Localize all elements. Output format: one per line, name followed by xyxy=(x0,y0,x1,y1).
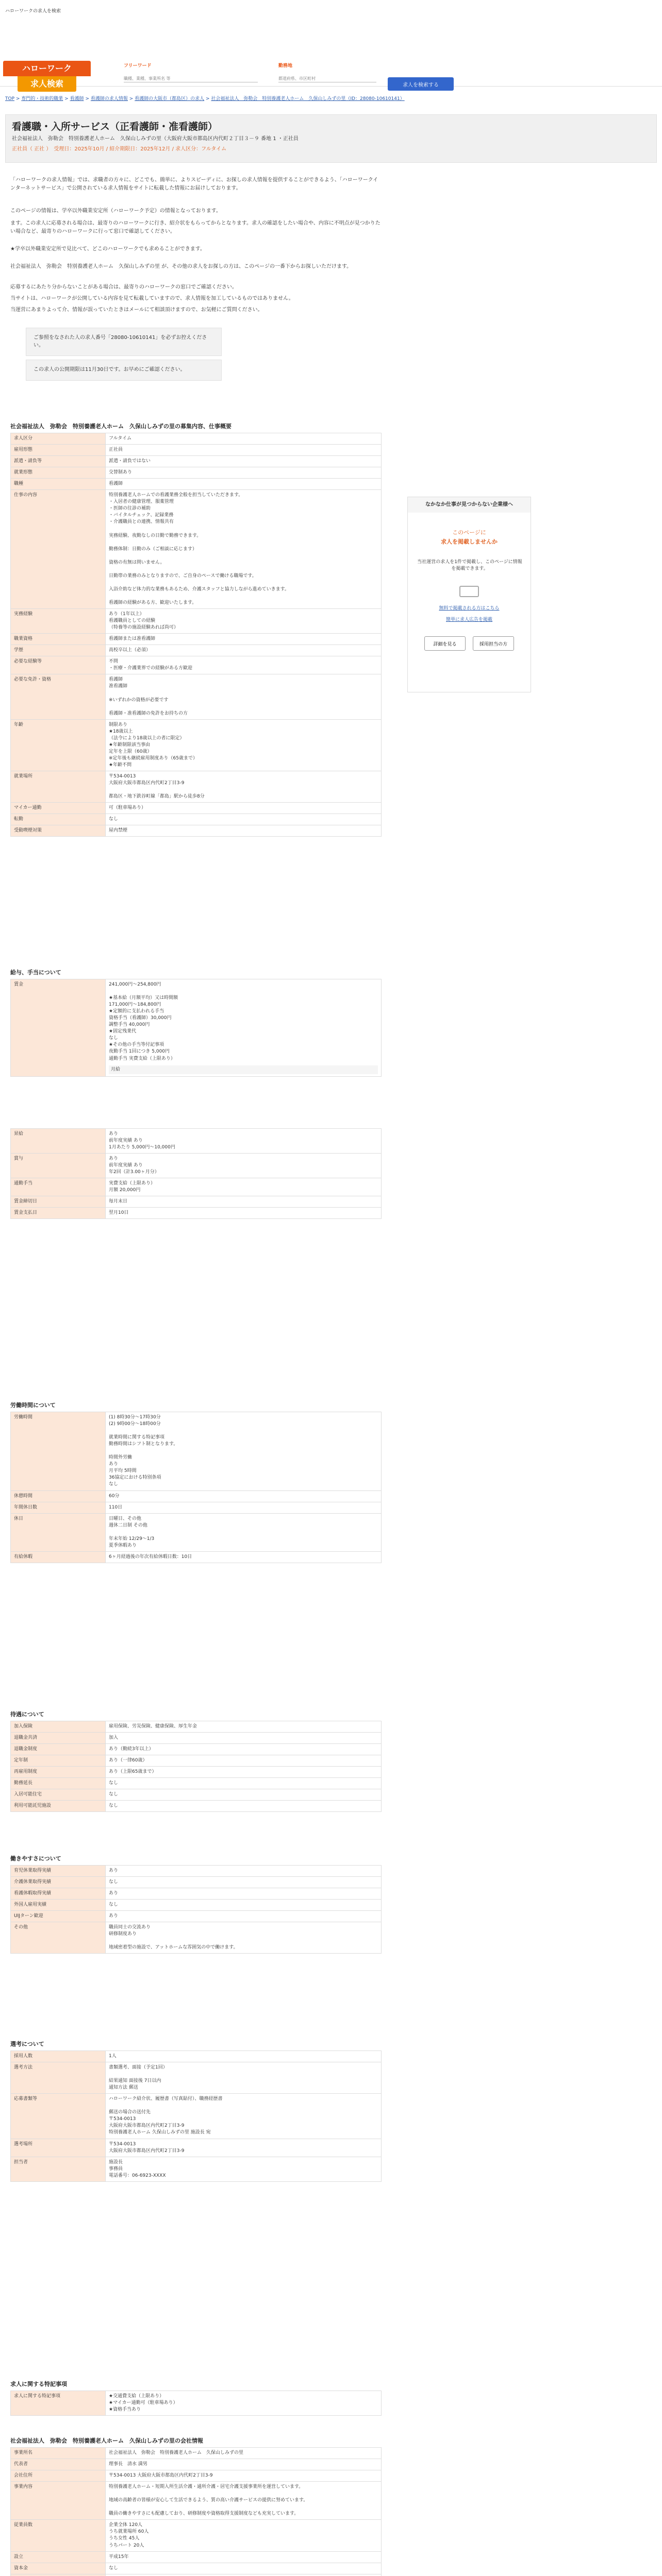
notice-deadline: この求人の公開期限は11月30日です。お早めにご確認ください。 xyxy=(26,360,222,381)
row-value: 屋内禁煙 xyxy=(106,825,382,837)
table-row xyxy=(11,814,382,825)
intro-paragraph-8: 当運営にあまりよって介、情報が誤っていたときはメールにて相談頂けますので、お気軽にご質問ください。 xyxy=(10,307,263,313)
sidebar-link-2[interactable]: 簡単に求人広告を掲載 xyxy=(445,617,492,622)
table-row xyxy=(11,456,382,467)
section-title-selection: 選考について xyxy=(10,2041,44,2047)
row-value: なし xyxy=(106,1900,382,1911)
location-input[interactable] xyxy=(278,75,376,82)
table-row xyxy=(11,1178,382,1196)
workstyle-table xyxy=(10,1865,382,1954)
row-label: 休日 xyxy=(11,1513,106,1551)
table-row xyxy=(11,645,382,656)
row-value: なし xyxy=(106,1778,382,1789)
section-title-hours: 労働時間について xyxy=(10,1402,56,1409)
table-row xyxy=(11,2391,382,2416)
topbar xyxy=(0,0,662,18)
table-row xyxy=(11,1502,382,1513)
row-value: なし xyxy=(106,1801,382,1812)
table-row xyxy=(11,719,382,771)
row-value: 高校卒以上（必須） xyxy=(106,645,382,656)
row-value: 1人 xyxy=(106,2051,382,2062)
table-row xyxy=(11,1922,382,1954)
row-value: 書類選考、面接（予定1回） 結果通知 面接後 7日以内 通知方法 郵送 xyxy=(106,2062,382,2094)
sidebar-description: 当社運営の求人を1件で掲載し、このページに情報を掲載できます。 xyxy=(417,560,522,572)
row-value xyxy=(106,979,382,1077)
table-row xyxy=(11,1129,382,1154)
row-value: 雇用保険、労災保険、健康保険、厚生年金 xyxy=(106,1721,382,1733)
table-row xyxy=(11,1888,382,1900)
row-label: 休憩時間 xyxy=(11,1490,106,1502)
row-label: 職業資格 xyxy=(11,634,106,645)
job-title: 看護職・入所サービス（正看護師・准看護師） xyxy=(12,121,218,132)
row-value: 翌月10日 xyxy=(106,1208,382,1219)
table-row xyxy=(11,1911,382,1922)
intro-paragraph-5: 社会福祉法人 弥勒会 特別養護老人ホーム 久保山しみずの里 が、その他の求人をお探しの方は、このページの一番下からお探しいただけます。 xyxy=(10,264,352,269)
sidebar-heading: なかなか仕事が見つからない企業様へ xyxy=(408,497,531,513)
row-value: 正社員 xyxy=(106,445,382,456)
row-value: 特別養護老人ホーム・短期入所生活介護・通所介護・居宅介護支援事業所を運営しています。 地域の高齢者の皆様が安心して生活できるよう、質の高い介護サービスの提供に努めています。 職員の働きやすさにも配慮しており、研修制度や資格取得支援制度なども充実しています。 xyxy=(106,2482,382,2520)
row-value: 看護師 xyxy=(106,479,382,490)
section-title-notes: 求人に関する特記事項 xyxy=(10,2381,67,2387)
table-row xyxy=(11,2094,382,2139)
breadcrumb-item[interactable]: 看護師の求人情報 xyxy=(90,96,128,101)
table-row xyxy=(11,2574,382,2576)
table-row xyxy=(11,1877,382,1888)
table-row xyxy=(11,479,382,490)
row-value: 〒534-0013 大阪府大阪市都島区内代町2丁目3-9 xyxy=(106,2139,382,2157)
row-value: 職員同士の交流あり 研修制度あり 地域密着型の施設で、アットホームな雰囲気の中で働けます。 xyxy=(106,1922,382,1954)
table-row xyxy=(11,674,382,719)
row-label: 受動喫煙対策 xyxy=(11,825,106,837)
intro-paragraph-2: このページの情報は、学卒以外職業安定所（ハローワーク予定）の情報となっております。 xyxy=(10,208,221,214)
mail-icon xyxy=(459,586,479,597)
breadcrumb-item[interactable]: 看護師 xyxy=(70,96,84,101)
row-value: 可（駐車場あり） xyxy=(106,803,382,814)
table-row xyxy=(11,771,382,802)
notes-table xyxy=(10,2391,382,2416)
row-value: あり（勤続3年以上） xyxy=(106,1744,382,1755)
breadcrumb: TOP > 専門的・技術的職業 > 看護師 > 看護師の求人情報 > 看護師の大阪市（都島区）の求人 > 社会福祉法人 弥勒会 特別養護老人ホーム 久保山しみずの里（ID：28080-10610141） xyxy=(5,96,405,101)
intro-paragraph-4: ★学卒以外職業安定所で見比べて、どこのハローワークでも求めることができます。 xyxy=(10,246,205,252)
row-value: フルタイム xyxy=(106,433,382,445)
section-title-overview: 社会福祉法人 弥勒会 特別養護老人ホーム 久保山しみずの里の募集内容、仕事概要 xyxy=(10,423,231,430)
row-value: 実費支給（上限あり） 月額 20,000円 xyxy=(106,1178,382,1196)
row-label: マイカー通勤 xyxy=(11,803,106,814)
row-label: 実務経験 xyxy=(11,609,106,634)
row-label: 応募書類等 xyxy=(11,2094,106,2139)
intro-paragraph-1: 「ハローワークの求人情報」では、求職者の方々に、どこでも、簡単に、よりスピーディに、お探しの求人情報を提供することができるよう、「ハローワークインターネットサービス」で公開されている求人情報をサイトに転載した情報にお届けしております。 xyxy=(10,177,378,191)
table-row xyxy=(11,433,382,445)
row-label: 会社住所 xyxy=(11,2470,106,2482)
row-label: 退職金共済 xyxy=(11,1733,106,1744)
table-row xyxy=(11,1767,382,1778)
row-value: 施設長 事務員 電話番号：06-6923-XXXX xyxy=(106,2157,382,2181)
row-value: 派遣・請負ではない xyxy=(106,456,382,467)
section-title-benefits: 待遇について xyxy=(10,1711,44,1718)
search-button[interactable]: 求人を検索する xyxy=(388,77,454,91)
row-value: 理事長 清水 満男 xyxy=(106,2459,382,2470)
hours-table xyxy=(10,1412,382,1563)
table-row xyxy=(11,2051,382,2062)
table-row xyxy=(11,1801,382,1812)
table-row xyxy=(11,1490,382,1502)
intro-paragraph-7: 当サイトは、ハローワークが公開している内容を見て転載していますので、求人情報を加工しているものではありません。 xyxy=(10,296,294,301)
row-label: 定年制 xyxy=(11,1755,106,1767)
table-row xyxy=(11,2157,382,2181)
breadcrumb-item[interactable]: 看護師の大阪市（都島区）の求人 xyxy=(135,96,205,101)
row-label: 求人に関する特記事項 xyxy=(11,2391,106,2416)
row-value: なし xyxy=(106,1789,382,1801)
row-value: 6ヶ月経過後の年次有給休暇日数：10日 xyxy=(106,1551,382,1563)
sidebar-ad xyxy=(407,497,531,692)
table-row xyxy=(11,2551,382,2563)
row-label: 設立 xyxy=(11,2551,106,2563)
table-row xyxy=(11,1755,382,1767)
table-row xyxy=(11,467,382,479)
logo-line-1: ハローワーク xyxy=(3,61,91,76)
row-label: 学歴 xyxy=(11,645,106,656)
table-row xyxy=(11,609,382,634)
row-label: 入居可能住宅 xyxy=(11,1789,106,1801)
row-label: 勤務延長 xyxy=(11,1778,106,1789)
row-label xyxy=(11,2574,106,2576)
row-label: 再雇用制度 xyxy=(11,1767,106,1778)
table-row xyxy=(11,1900,382,1911)
breadcrumb-item[interactable]: 専門的・技術的職業 xyxy=(21,96,63,101)
row-label: 求人区分 xyxy=(11,433,106,445)
row-label: 採用人数 xyxy=(11,2051,106,2062)
table-row xyxy=(11,1778,382,1789)
intro-paragraph-6: 応募するにあたり分からないことがある場合は、最寄りのハローワークの窓口でご確認ください。 xyxy=(10,284,237,290)
row-label: 外国人雇用実績 xyxy=(11,1900,106,1911)
pay-table xyxy=(10,979,382,1077)
row-value: あり（上限65歳まで） xyxy=(106,1767,382,1778)
table-row xyxy=(11,2470,382,2482)
row-label: 賃金 xyxy=(11,979,106,1077)
row-label: 昇給 xyxy=(11,1129,106,1154)
table-row xyxy=(11,2062,382,2094)
row-label: 有給休暇 xyxy=(11,1551,106,1563)
row-label: 利用可能託児施設 xyxy=(11,1801,106,1812)
row-value: あり 前年度実績 あり 1月あたり 5,000円〜10,000円 xyxy=(106,1129,382,1154)
row-label: 賃金締切日 xyxy=(11,1196,106,1208)
site-tagline: ハローワークの求人を検索 xyxy=(5,9,61,14)
row-label: 看護休暇取得実績 xyxy=(11,1888,106,1900)
notice-job-number: ご参照をなされた人の求人番号「28080-10610141」を必ずお控えください。 xyxy=(26,328,222,356)
row-label: 賞与 xyxy=(11,1154,106,1178)
row-label: 労働時間 xyxy=(11,1412,106,1491)
row-value: 交替制あり xyxy=(106,467,382,479)
table-row xyxy=(11,2563,382,2574)
row-value: あり（一律60歳） xyxy=(106,1755,382,1767)
row-value: 〒534-0013 大阪府大阪市都島区内代町2丁目3-9 xyxy=(106,2470,382,2482)
row-value: あり 前年度実績 あり 年2回（計3.00ヶ月分） xyxy=(106,1154,382,1178)
selection-table xyxy=(10,2050,382,2182)
table-row xyxy=(11,634,382,645)
row-value: 〒534-0013 大阪府大阪市都島区内代町2丁目3-9 都島区・地下鉄谷町線「都島」駅から徒歩8分 xyxy=(106,771,382,802)
row-value: 特別養護老人ホームでの看護業務全般を担当していただきます。 ・入居者の健康管理、服薬管理 ・医師の往診の補助 ・バイタルチェック、記録業務 ・介護職員との連携、情報共有 実務経験、夜勤なしの日勤で勤務できます。 勤務体制：日勤のみ（ご相談に応じます） 資格の有無は問いません。 日勤帯の業務のみとなりますので、ご自身のペースで働ける職場です。 入浴介助など体力的な業務もあるため、介護スタッフと協力しながら進めていきます。 看護師の経験がある方、歓迎いたします。 xyxy=(106,490,382,609)
table-row xyxy=(11,445,382,456)
table-row xyxy=(11,1551,382,1563)
row-value: ハローワーク紹介状、履歴書（写真貼付）、職務経歴書 郵送の場合の送付先 〒534-0013 大阪府大阪市都島区内代町2丁目3-9 特別養護老人ホーム 久保山しみずの里 施設長 宛 xyxy=(106,2094,382,2139)
row-value: 110日 xyxy=(106,1502,382,1513)
table-row xyxy=(11,2459,382,2470)
row-value: 企業全体 120人 うち就業場所 60人 うち女性 45人 うちパート 20人 xyxy=(106,2520,382,2551)
table-row xyxy=(11,656,382,674)
table-row xyxy=(11,1789,382,1801)
row-value: 看護師 准看護師 ※いずれかの資格が必要です 看護師・准看護師の免許をお持ちの方 xyxy=(106,674,382,719)
section-title-pay: 給与、手当について xyxy=(10,969,61,976)
row-label: 職種 xyxy=(11,479,106,490)
table-row xyxy=(11,490,382,609)
section-title-workstyle: 働きやすさについて xyxy=(10,1855,61,1862)
row-label: 育児休業取得実績 xyxy=(11,1866,106,1877)
row-label: 雇用形態 xyxy=(11,445,106,456)
row-value xyxy=(106,2574,382,2576)
row-value: 加入 xyxy=(106,1733,382,1744)
row-value: あり xyxy=(106,1866,382,1877)
row-label: 必要な免許・資格 xyxy=(11,674,106,719)
table-row xyxy=(11,2139,382,2157)
breadcrumb-item[interactable]: TOP xyxy=(5,96,15,101)
row-label: 従業員数 xyxy=(11,2520,106,2551)
breadcrumb-item[interactable]: 社会福祉法人 弥勒会 特別養護老人ホーム 久保山しみずの里（ID：28080-10610141） xyxy=(211,96,405,101)
row-label: 担当者 xyxy=(11,2157,106,2181)
table-row xyxy=(11,2448,382,2459)
freeword-input[interactable] xyxy=(124,75,258,82)
row-value: 平成15年 xyxy=(106,2551,382,2563)
row-label: 通勤手当 xyxy=(11,1178,106,1196)
logo-line-2: 求人検索 xyxy=(18,76,76,92)
row-value: なし xyxy=(106,2563,382,2574)
row-value: (1) 8時30分〜17時30分 (2) 9時00分〜18時00分 就業時間に関する特記事項 勤務時間はシフト制となります。 時間外労働 あり 月平均 5時間 36協定における特別条項 なし xyxy=(106,1412,382,1491)
sidebar-link-1[interactable]: 無料で掲載される方はこちら xyxy=(439,606,500,611)
row-label: 退職金制度 xyxy=(11,1744,106,1755)
row-label: 事業内容 xyxy=(11,2482,106,2520)
site-logo[interactable] xyxy=(3,61,91,94)
table-row xyxy=(11,2482,382,2520)
benefits-table xyxy=(10,1721,382,1812)
table-row xyxy=(11,1733,382,1744)
table-row xyxy=(11,979,382,1077)
row-label: 賃金支払日 xyxy=(11,1208,106,1219)
recruiter-button[interactable]: 採用担当の方 xyxy=(473,636,514,651)
row-value: なし xyxy=(106,1877,382,1888)
row-label: 選考方法 xyxy=(11,2062,106,2094)
freeword-label: フリーワード xyxy=(124,63,152,69)
table-row xyxy=(11,1208,382,1219)
location-label: 勤務地 xyxy=(278,63,293,69)
table-row xyxy=(11,1744,382,1755)
row-label: 介護休業取得実績 xyxy=(11,1877,106,1888)
row-label: UIJターン歓迎 xyxy=(11,1911,106,1922)
row-value: あり xyxy=(106,1888,382,1900)
pay-type: 月給 xyxy=(109,1065,378,1074)
row-label: 年齢 xyxy=(11,719,106,771)
company-line: 社会福祉法人 弥勒会 特別養護老人ホーム 久保山しみずの里（大阪府大阪市都島区内代町２丁目３－９ 番地 1 ・正社員 xyxy=(12,136,299,142)
table-row xyxy=(11,1866,382,1877)
row-label: 派遣・請負等 xyxy=(11,456,106,467)
row-value: あり xyxy=(106,1911,382,1922)
row-value: 毎月末日 xyxy=(106,1196,382,1208)
status-line: 正社員（ 正社 ） 受理日：2025年10月 / 紹介期限日：2025年12月 / 求人区分：フルタイム xyxy=(12,146,227,152)
row-label: 就業場所 xyxy=(11,771,106,802)
row-label: 選考場所 xyxy=(11,2139,106,2157)
overview-table xyxy=(10,433,382,837)
row-label: 仕事の内容 xyxy=(11,490,106,609)
row-label: 事業所名 xyxy=(11,2448,106,2459)
table-row xyxy=(11,1513,382,1551)
table-row xyxy=(11,2520,382,2551)
row-label: 必要な経験等 xyxy=(11,656,106,674)
row-value: 社会福祉法人 弥勒会 特別養護老人ホーム 久保山しみずの里 xyxy=(106,2448,382,2459)
table-row xyxy=(11,1721,382,1733)
row-value: なし xyxy=(106,814,382,825)
row-label: その他 xyxy=(11,1922,106,1954)
pay-table-2 xyxy=(10,1128,382,1219)
table-row xyxy=(11,1412,382,1491)
row-value: 60分 xyxy=(106,1490,382,1502)
pay-detail: 241,000円〜254,800円 ★基本給（月額平均）又は時間額 171,000円〜184,800円 ★定額的に支払われる手当 資格手当（看護師）30,000円 調整手当 40,000円 ★固定残業代 なし ★その他の手当等付記事項 夜勤手当 1回につき 5,000円 通勤手当 実費支給（上限あり） xyxy=(109,982,178,1061)
row-value: ★交通費支給（上限あり） ★マイカー通勤可（駐車場あり） ★資格手当あり xyxy=(106,2391,382,2416)
details-button[interactable]: 詳細を見る xyxy=(424,636,466,651)
table-row xyxy=(11,1154,382,1178)
intro-paragraph-3: ます。この求人に応募される場合は、最寄りのハローワークに行き、紹介状をもらってからとなります。求人の確認をしたい場合や、内容に不明点が見つかりたい場合など、最寄りのハローワークに行って窓口で確認してください。 xyxy=(10,221,380,234)
table-row xyxy=(11,803,382,814)
header xyxy=(0,26,662,87)
row-label: 代表者 xyxy=(11,2459,106,2470)
row-value: 不問 ・医療・介護業界での経験がある方歓迎 xyxy=(106,656,382,674)
sidebar-pitch: このページに 求人を掲載しませんか xyxy=(441,529,498,545)
row-value: 日曜日、その他 週休二日制 その他 年末年始 12/29〜1/3 夏季休暇あり xyxy=(106,1513,382,1551)
section-title-company: 社会福祉法人 弥勒会 特別養護老人ホーム 久保山しみずの里の会社情報 xyxy=(10,2437,203,2444)
row-label: 転勤 xyxy=(11,814,106,825)
table-row xyxy=(11,1196,382,1208)
row-value: あり（1年以上） 看護職員としての経験 （特養等の施設経験あれば尚可） xyxy=(106,609,382,634)
job-title-box xyxy=(5,114,657,163)
company-table xyxy=(10,2447,382,2576)
row-label: 年間休日数 xyxy=(11,1502,106,1513)
row-label: 就業形態 xyxy=(11,467,106,479)
row-label: 加入保険 xyxy=(11,1721,106,1733)
row-value: 制限あり ★18歳以上 （法令により18歳以上の者に限定） ★年齢制限該当事由 定年を上限（60歳） ※定年後も継続雇用制度あり（65歳まで） ★年齢不問 xyxy=(106,719,382,771)
row-label: 資本金 xyxy=(11,2563,106,2574)
table-row xyxy=(11,825,382,837)
row-value: 看護師または准看護師 xyxy=(106,634,382,645)
